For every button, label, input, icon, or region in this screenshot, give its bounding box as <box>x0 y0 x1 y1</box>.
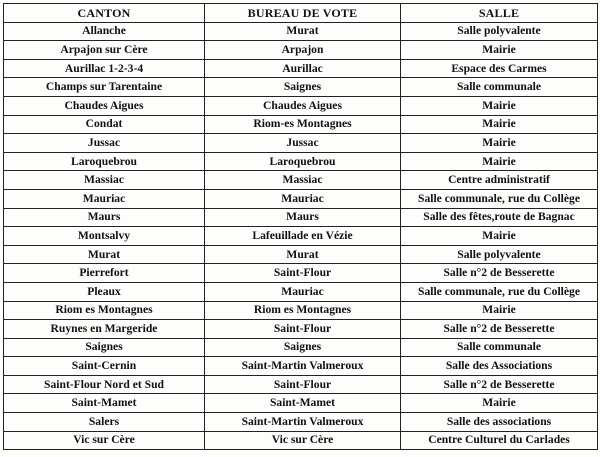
table-row <box>4 189 598 208</box>
table-row <box>4 96 598 115</box>
table-row <box>4 41 598 60</box>
cell-bureau: Jussac <box>205 134 401 153</box>
cell-canton: Maurs <box>4 208 205 227</box>
cell-bureau: Mauriac <box>205 189 401 208</box>
cell-bureau: Saignes <box>205 78 401 97</box>
cell-bureau: Saint-Flour <box>205 320 401 339</box>
cell-canton: Allanche <box>4 22 205 41</box>
cell-canton: Mauriac <box>4 189 205 208</box>
table-row <box>4 301 598 320</box>
cell-bureau: Mauriac <box>205 282 401 301</box>
cell-canton: Aurillac 1-2-3-4 <box>4 59 205 78</box>
cell-salle: Espace des Carmes <box>401 59 598 78</box>
cell-bureau: Saint-Martin Valmeroux <box>205 357 401 376</box>
table-row <box>4 282 598 301</box>
cell-salle: Mairie <box>401 394 598 413</box>
table-row <box>4 394 598 413</box>
cell-bureau: Massiac <box>205 171 401 190</box>
table-row <box>4 431 598 450</box>
cell-salle: Salle communale <box>401 338 598 357</box>
cell-salle: Centre administratif <box>401 171 598 190</box>
header-salle: SALLE <box>401 4 598 23</box>
cell-salle: Mairie <box>401 115 598 134</box>
table-row <box>4 413 598 432</box>
cell-canton: Vic sur Cère <box>4 431 205 450</box>
table-row <box>4 264 598 283</box>
cell-canton: Saint-Flour Nord et Sud <box>4 375 205 394</box>
cell-bureau: Murat <box>205 22 401 41</box>
cell-canton: Riom es Montagnes <box>4 301 205 320</box>
cell-salle: Mairie <box>401 134 598 153</box>
cell-canton: Murat <box>4 245 205 264</box>
cell-canton: Montsalvy <box>4 227 205 246</box>
cell-salle: Mairie <box>401 96 598 115</box>
table-row <box>4 22 598 41</box>
cell-salle: Mairie <box>401 301 598 320</box>
table-row <box>4 208 598 227</box>
cell-canton: Saint-Cernin <box>4 357 205 376</box>
table-row <box>4 375 598 394</box>
cell-canton: Chaudes Aigues <box>4 96 205 115</box>
table-row <box>4 320 598 339</box>
cell-bureau: Laroquebrou <box>205 152 401 171</box>
polling-stations-table <box>3 3 598 450</box>
cell-canton: Jussac <box>4 134 205 153</box>
cell-salle: Mairie <box>401 41 598 60</box>
cell-bureau: Saignes <box>205 338 401 357</box>
cell-canton: Laroquebrou <box>4 152 205 171</box>
cell-canton: Saignes <box>4 338 205 357</box>
cell-salle: Salle n°2 de Besserette <box>401 320 598 339</box>
table-row <box>4 357 598 376</box>
cell-canton: Champs sur Tarentaine <box>4 78 205 97</box>
cell-salle: Mairie <box>401 227 598 246</box>
cell-canton: Massiac <box>4 171 205 190</box>
cell-canton: Saint-Mamet <box>4 394 205 413</box>
cell-salle: Salle communale, rue du Collège <box>401 282 598 301</box>
cell-salle: Mairie <box>401 152 598 171</box>
header-canton: CANTON <box>4 4 205 23</box>
table-header-row <box>4 4 598 23</box>
cell-canton: Salers <box>4 413 205 432</box>
cell-bureau: Murat <box>205 245 401 264</box>
cell-salle: Salle n°2 de Besserette <box>401 375 598 394</box>
cell-bureau: Arpajon <box>205 41 401 60</box>
cell-bureau: Saint-Flour <box>205 375 401 394</box>
header-bureau-de-vote: BUREAU DE VOTE <box>205 4 401 23</box>
table-row <box>4 78 598 97</box>
cell-bureau: Vic sur Cère <box>205 431 401 450</box>
cell-bureau: Riom-es Montagnes <box>205 115 401 134</box>
table-row <box>4 245 598 264</box>
cell-bureau: Riom es Montagnes <box>205 301 401 320</box>
cell-salle: Salle des associations <box>401 413 598 432</box>
table-row <box>4 227 598 246</box>
cell-salle: Salle polyvalente <box>401 22 598 41</box>
table-row <box>4 59 598 78</box>
table-row <box>4 115 598 134</box>
cell-bureau: Aurillac <box>205 59 401 78</box>
cell-bureau: Maurs <box>205 208 401 227</box>
cell-salle: Salle des fêtes,route de Bagnac <box>401 208 598 227</box>
cell-salle: Salle communale <box>401 78 598 97</box>
cell-canton: Ruynes en Margeride <box>4 320 205 339</box>
cell-salle: Salle communale, rue du Collège <box>401 189 598 208</box>
cell-bureau: Chaudes Aigues <box>205 96 401 115</box>
table-body <box>4 22 598 450</box>
cell-salle: Salle n°2 de Besserette <box>401 264 598 283</box>
cell-canton: Pleaux <box>4 282 205 301</box>
cell-salle: Salle des Associations <box>401 357 598 376</box>
cell-canton: Condat <box>4 115 205 134</box>
cell-salle: Centre Culturel du Carlades <box>401 431 598 450</box>
table-row <box>4 338 598 357</box>
cell-salle: Salle polyvalente <box>401 245 598 264</box>
cell-bureau: Saint-Martin Valmeroux <box>205 413 401 432</box>
cell-canton: Pierrefort <box>4 264 205 283</box>
cell-bureau: Lafeuillade en Vézie <box>205 227 401 246</box>
table-row <box>4 152 598 171</box>
table-row <box>4 134 598 153</box>
cell-bureau: Saint-Flour <box>205 264 401 283</box>
cell-bureau: Saint-Mamet <box>205 394 401 413</box>
cell-canton: Arpajon sur Cère <box>4 41 205 60</box>
table-row <box>4 171 598 190</box>
